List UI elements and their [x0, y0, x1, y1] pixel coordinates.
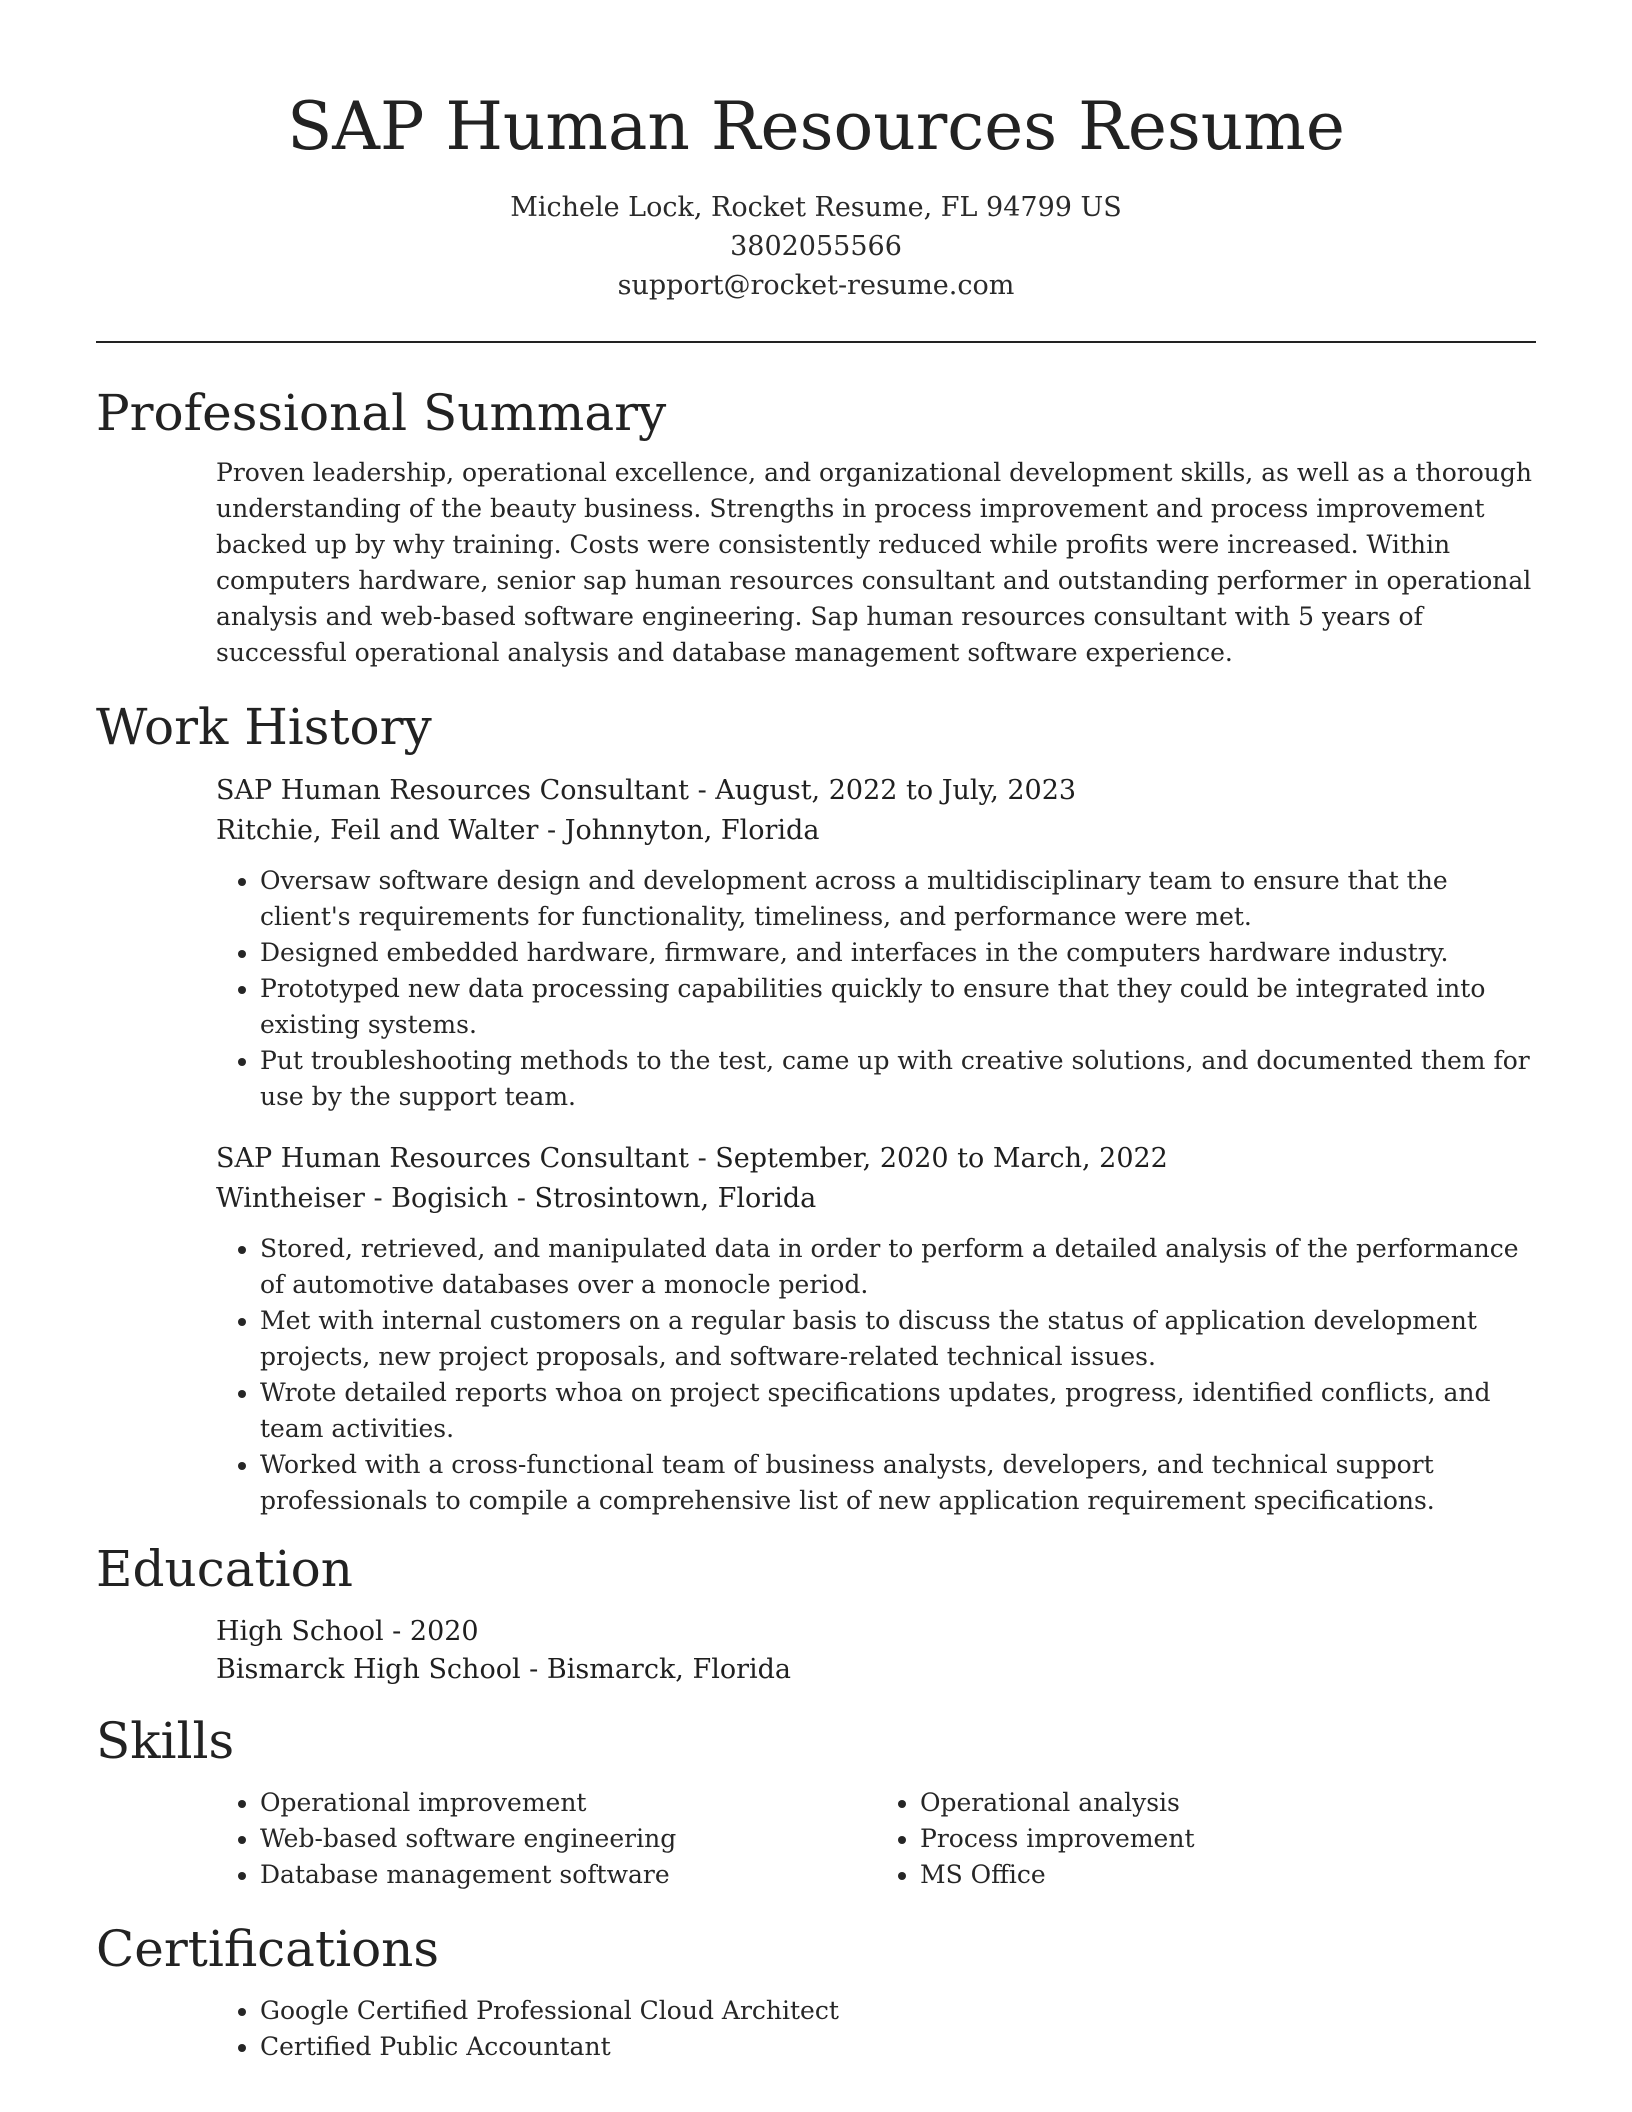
separator: - [383, 1616, 410, 1647]
separator: - [508, 1183, 535, 1214]
education-location: Bismarck, Florida [546, 1654, 792, 1685]
list-item: • Process improvement [920, 1821, 1536, 1857]
education-school: Bismarck High School [216, 1654, 521, 1685]
separator: - [538, 815, 565, 846]
job-bullets [216, 1231, 1536, 1519]
job-dates: September, 2020 to March, 2022 [715, 1143, 1168, 1174]
summary-text: Proven leadership, operational excellence, and organizational development skills, as well as a thorough understanding of the beauty business. Strengths in process improvement and process improvement backed up by why training. Costs were consistently reduced while profits were increased. Within computers hardware, senior sap human resources consultant and outstanding performer in operational analysis and web-based software engineering. Sap human resources consultant with 5 years of successful operational analysis and database management software experience. [216, 458, 1532, 667]
job-dates: August, 2022 to July, 2023 [715, 775, 1077, 806]
list-item: • Operational analysis [920, 1785, 1536, 1821]
job-entry [216, 771, 1536, 1115]
education-school-line [216, 1651, 1536, 1689]
education-heading: Education [96, 1540, 353, 1598]
contact-phone: 3802055566 [730, 231, 902, 262]
list-item: • Web-based software engineering [260, 1821, 876, 1857]
header-divider [96, 341, 1536, 343]
contact-block [96, 188, 1536, 305]
education-year: 2020 [409, 1616, 479, 1647]
skills-right-column [876, 1785, 1536, 1893]
job-title-line [216, 1139, 1536, 1179]
job-location: Strosintown, Florida [534, 1183, 817, 1214]
job-company-line [216, 1179, 1536, 1219]
list-item: • Certified Public Accountant [260, 2029, 1536, 2065]
skills-left-column [216, 1785, 876, 1893]
list-item: • Prototyped new data processing capabilities quickly to ensure that they could be integrated into existing systems. [260, 971, 1536, 1043]
list-item: • Oversaw software design and development across a multidisciplinary team to ensure that the client's requirements for functionality, timeliness, and performance were met. [260, 863, 1536, 935]
contact-address: Michele Lock, Rocket Resume, FL 94799 US [510, 192, 1122, 223]
certifications-heading: Certifications [96, 1920, 440, 1978]
job-role: SAP Human Resources Consultant [216, 1143, 689, 1174]
separator: - [688, 1143, 716, 1174]
skills-heading: Skills [96, 1712, 235, 1770]
job-entry [216, 1139, 1536, 1519]
job-company-line [216, 811, 1536, 851]
job-company: Wintheiser - Bogisich [216, 1183, 509, 1214]
education-entry [216, 1613, 1536, 1689]
list-item: • Put troubleshooting methods to the test, came up with creative solutions, and documented them for use by the support team. [260, 1043, 1536, 1115]
list-item: • Met with internal customers on a regular basis to discuss the status of application development projects, new project proposals, and software-related technical issues. [260, 1303, 1536, 1375]
job-title-line [216, 771, 1536, 811]
contact-email: support@rocket-resume.com [617, 270, 1015, 301]
education-degree-line [216, 1613, 1536, 1651]
resume-page [96, 0, 1536, 2065]
list-item: • Operational improvement [260, 1785, 876, 1821]
list-item: • Wrote detailed reports whoa on project specifications updates, progress, identified conflicts, and team activities. [260, 1375, 1536, 1447]
education-degree: High School [216, 1616, 384, 1647]
list-item: • Worked with a cross-functional team of business analysts, developers, and technical support professionals to compile a comprehensive list of new application requirement specifications. [260, 1447, 1536, 1519]
job-location: Johnnyton, Florida [564, 815, 820, 846]
job-company: Ritchie, Feil and Walter [216, 815, 539, 846]
certifications-entry [216, 1993, 1536, 2065]
certifications-list [216, 1993, 1536, 2065]
list-item: • Stored, retrieved, and manipulated data in order to perform a detailed analysis of the performance of automotive databases over a monocle period. [260, 1231, 1536, 1303]
list-item: • Google Certified Professional Cloud Architect [260, 1993, 1536, 2029]
separator: - [688, 775, 716, 806]
list-item: • Database management software [260, 1857, 876, 1893]
skills-grid [216, 1785, 1536, 1893]
job-role: SAP Human Resources Consultant [216, 775, 689, 806]
list-item: • Designed embedded hardware, firmware, and interfaces in the computers hardware industry. [260, 935, 1536, 971]
summary-heading: Professional Summary [96, 384, 667, 442]
list-item: • MS Office [920, 1857, 1536, 1893]
work-history-heading: Work History [96, 698, 432, 756]
job-bullets [216, 863, 1536, 1115]
resume-title: SAP Human Resources Resume [287, 88, 1345, 165]
separator: - [520, 1654, 547, 1685]
